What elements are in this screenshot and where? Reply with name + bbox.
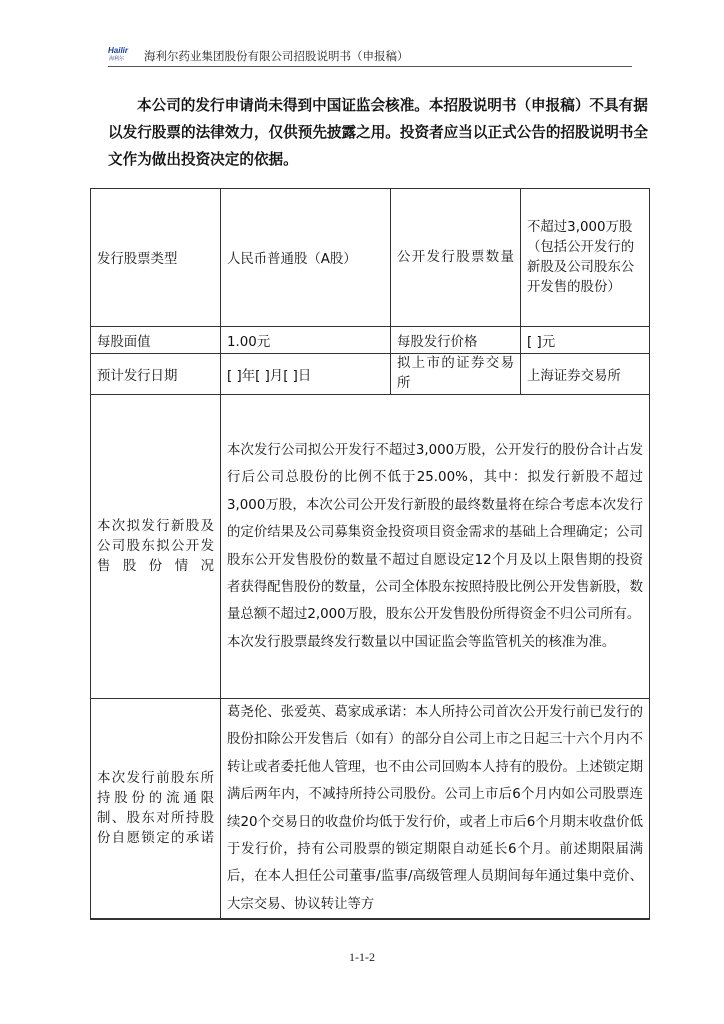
disclaimer-notice: 本公司的发行申请尚未得到中国证监会核准。本招股说明书（申报稿）不具有据以发行股票的法律效力，仅供预先披露之用。投资者应当以正式公告的招股说明书全文作为做出投资决定的依据。 bbox=[108, 97, 648, 168]
lockup-commitment-paragraph: 葛尧伦、张爱英、葛家成承诺：本人所持公司首次公开发行前已发行的股份扣除公开发售后（如有）的部分自公司上市之日起三十六个月内不转让或者委托他人管理，也不由公司回购本人持有的股份。上述锁定期满后两年内，不减持所持公司股份。公司上市后6个月内如公司股票连续20个交易日的收盘价均低于发行价，或者上市后6个月期末收盘价低于发行价，持有公司股票的锁定期限自动延长6个月。前述期限届满后，在本人担任公司董事/监事/高级管理人员期间每年通过集中竞价、大宗交易、协议转让等方 bbox=[227, 705, 643, 912]
label-issue-date: 预计发行日期 bbox=[91, 354, 221, 395]
lockup-commitment-text bbox=[221, 699, 650, 920]
table-row bbox=[91, 354, 650, 395]
page-number: 1-1-2 bbox=[349, 950, 375, 964]
offering-details-paragraph-1: 本次发行公司拟公开发行不超过3,000万股，公开发行的股份合计占发行后公司总股份的比例不低于25.00%，其中：拟发行新股不超过3,000万股，本次公司公开发行新股的最终数量将在综合考虑本次发行的定价结果及公司募集资金投资项目资金需求的基础上合理确定；公司股东公开发售股份的数量不超过自愿设定12个月及以上限售期的投资者获得配售股份的数量，公司全体股东按照持股比例公开发售新股，数量总额不超过2,000万股，股东公开发售股份所得资金不归公司所有。 bbox=[227, 442, 643, 623]
value-issue-quantity: 不超过3,000万股（包括公开发行的新股及公司股东公开发售的股份） bbox=[521, 189, 650, 327]
label-lockup-commitment: 本次发行前股东所持股份的流通限制、股东对所持股份自愿锁定的承诺 bbox=[91, 699, 221, 920]
company-logo bbox=[108, 46, 144, 62]
label-offering-details: 本次拟发行新股及公司股东拟公开发售股份情况 bbox=[91, 395, 221, 699]
label-par-value: 每股面值 bbox=[91, 327, 221, 354]
label-exchange: 拟上市的证券交易所 bbox=[391, 354, 521, 395]
value-exchange: 上海证券交易所 bbox=[521, 354, 650, 395]
offering-details-paragraph-2: 本次发行股票最终发行数量以中国证监会等监管机关的核准为准。 bbox=[227, 634, 616, 650]
value-issue-price: [ ]元 bbox=[521, 327, 650, 354]
value-issue-date: [ ]年[ ]月[ ]日 bbox=[221, 354, 391, 395]
label-stock-type: 发行股票类型 bbox=[91, 189, 221, 327]
logo-text-top: Hailir bbox=[108, 46, 129, 55]
value-stock-type: 人民币普通股（A股） bbox=[221, 189, 391, 327]
page-header bbox=[108, 44, 632, 67]
table-row bbox=[91, 327, 650, 354]
offering-summary-table bbox=[90, 188, 650, 920]
table-row bbox=[91, 699, 650, 920]
value-par-value: 1.00元 bbox=[221, 327, 391, 354]
offering-details-text bbox=[221, 395, 650, 699]
table-row bbox=[91, 189, 650, 327]
label-issue-price: 每股发行价格 bbox=[391, 327, 521, 354]
table-row bbox=[91, 395, 650, 699]
header-title: 海利尔药业集团股份有限公司招股说明书（申报稿） bbox=[144, 49, 409, 63]
label-issue-quantity: 公开发行股票数量 bbox=[391, 189, 521, 327]
logo-text-bottom: 海利尔 bbox=[109, 56, 125, 62]
